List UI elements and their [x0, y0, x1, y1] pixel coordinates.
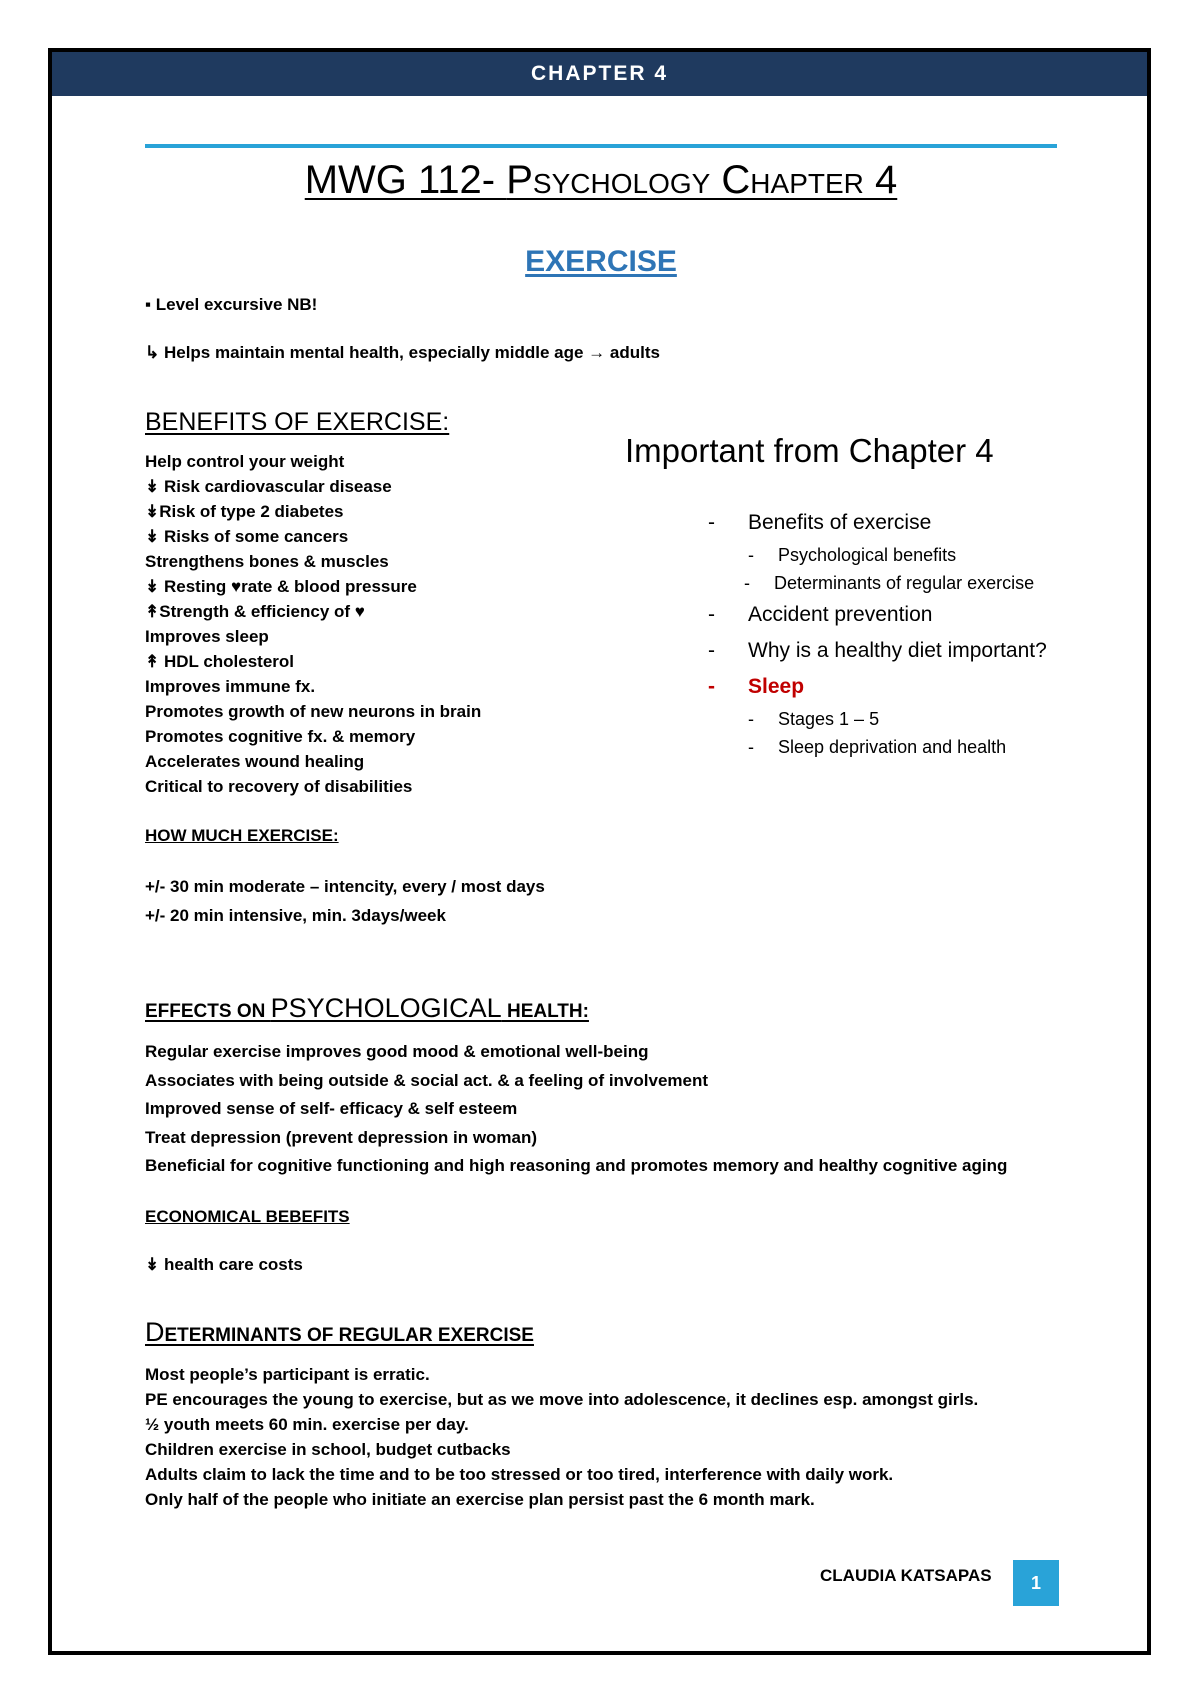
list-item: Only half of the people who initiate an exercise plan persist past the 6 month mark.: [145, 1490, 815, 1509]
list-item: Promotes cognitive fx. & memory: [145, 727, 416, 746]
how-much-list: [145, 873, 545, 930]
list-item: +/- 20 min intensive, min. 3days/week: [145, 905, 446, 925]
important-item-label: Benefits of exercise: [748, 511, 932, 534]
list-item: ↟Strength & efficiency of ♥: [145, 602, 365, 621]
important-subitem: [748, 733, 1047, 761]
list-item: ↡ Risks of some cancers: [145, 527, 349, 546]
effects-list: [145, 1038, 1007, 1181]
dash-marker: -: [748, 545, 754, 565]
list-item: Most people’s participant is erratic.: [145, 1365, 430, 1384]
dash-marker: -: [708, 603, 715, 626]
effects-heading-part: EFFECTS ON: [145, 1001, 271, 1022]
list-item: Critical to recovery of disabilities: [145, 777, 413, 796]
important-subitem: [748, 705, 1047, 733]
benefits-heading: BENEFITS OF EXERCISE:: [145, 408, 450, 436]
important-item-label: Why is a healthy diet important?: [748, 639, 1047, 662]
list-item: Improves immune fx.: [145, 677, 316, 696]
important-item: [708, 633, 1047, 669]
important-list: [708, 505, 1047, 761]
title-subject: Psychology Chapter 4: [506, 158, 898, 202]
determinants-list: [145, 1362, 978, 1512]
dash-marker: -: [708, 511, 715, 534]
list-item: Accelerates wound healing: [145, 752, 365, 771]
important-item: [708, 597, 1047, 633]
list-item: +/- 30 min moderate – intencity, every / most days: [145, 877, 545, 896]
document-title: [145, 158, 1057, 203]
list-item: Children exercise in school, budget cutbacks: [145, 1440, 511, 1459]
list-item: ½ youth meets 60 min. exercise per day.: [145, 1415, 469, 1434]
exercise-note-mental-health: ↳ Helps maintain mental health, especially middle age → adults: [145, 343, 660, 362]
dash-marker: -: [708, 639, 715, 662]
page-number: 1: [1013, 1560, 1059, 1606]
list-item: Improves sleep: [145, 627, 269, 646]
list-item: Treat depression (prevent depression in woman): [145, 1127, 538, 1147]
important-subitem-label: Stages 1 – 5: [778, 709, 880, 729]
important-item-sleep: [708, 669, 1047, 705]
list-item: Strengthens bones & muscles: [145, 552, 389, 571]
important-subitem-label: Psychological benefits: [778, 545, 957, 565]
list-item: ↡Risk of type 2 diabetes: [145, 502, 344, 521]
important-subitem: [748, 541, 1047, 569]
important-subitem-label: Determinants of regular exercise: [774, 573, 1035, 593]
dash-marker: -: [748, 737, 754, 757]
title-code: MWG 112-: [304, 158, 507, 202]
important-item-label: Accident prevention: [748, 603, 933, 626]
list-item: ↡ Resting ♥rate & blood pressure: [145, 577, 417, 596]
important-subitem: [744, 569, 1047, 597]
dash-marker: -: [708, 675, 715, 698]
dash-marker: -: [744, 573, 750, 593]
determinants-heading-part: D: [145, 1317, 165, 1347]
list-item: PE encourages the young to exercise, but as we move into adolescence, it declines esp. amongst girls.: [145, 1390, 979, 1409]
exercise-note-level: ▪ Level excursive NB!: [145, 295, 318, 314]
chapter-header: CHAPTER 4: [530, 62, 669, 85]
list-item: ↡ Risk cardiovascular disease: [145, 477, 392, 496]
list-item: Adults claim to lack the time and to be too stressed or too tired, interference with daily work.: [145, 1465, 894, 1484]
dash-marker: -: [748, 709, 754, 729]
effects-heading: [145, 993, 589, 1024]
list-item: Improved sense of self- efficacy & self esteem: [145, 1099, 518, 1118]
list-item: Regular exercise improves good mood & emotional well-being: [145, 1042, 649, 1061]
effects-heading-part: PSYCHOLOGICAL: [270, 993, 502, 1023]
how-much-heading: HOW MUCH EXERCISE:: [145, 826, 339, 845]
important-item-label: Sleep: [748, 675, 805, 698]
determinants-heading-part: ETERMINANTS OF REGULAR EXERCISE: [164, 1325, 534, 1346]
title-rule: [145, 144, 1057, 148]
footer-author: CLAUDIA KATSAPAS: [820, 1566, 992, 1585]
list-item: Help control your weight: [145, 452, 345, 471]
list-item: Associates with being outside & social act. & a feeling of involvement: [145, 1070, 709, 1090]
list-item: ↟ HDL cholesterol: [145, 652, 295, 671]
important-subitem-label: Sleep deprivation and health: [778, 737, 1007, 757]
important-title: Important from Chapter 4: [625, 432, 994, 469]
exercise-heading: EXERCISE: [525, 245, 677, 278]
important-item: [708, 505, 1047, 541]
list-item: Beneficial for cognitive functioning and high reasoning and promotes memory and healthy cognitive aging: [145, 1156, 1008, 1175]
determinants-heading: [145, 1317, 534, 1348]
economical-item: ↡ health care costs: [145, 1255, 303, 1274]
benefits-list: [145, 449, 481, 799]
effects-heading-part: HEALTH:: [501, 1001, 589, 1022]
economical-heading: ECONOMICAL BEBEFITS: [145, 1207, 350, 1226]
list-item: Promotes growth of new neurons in brain: [145, 702, 482, 721]
